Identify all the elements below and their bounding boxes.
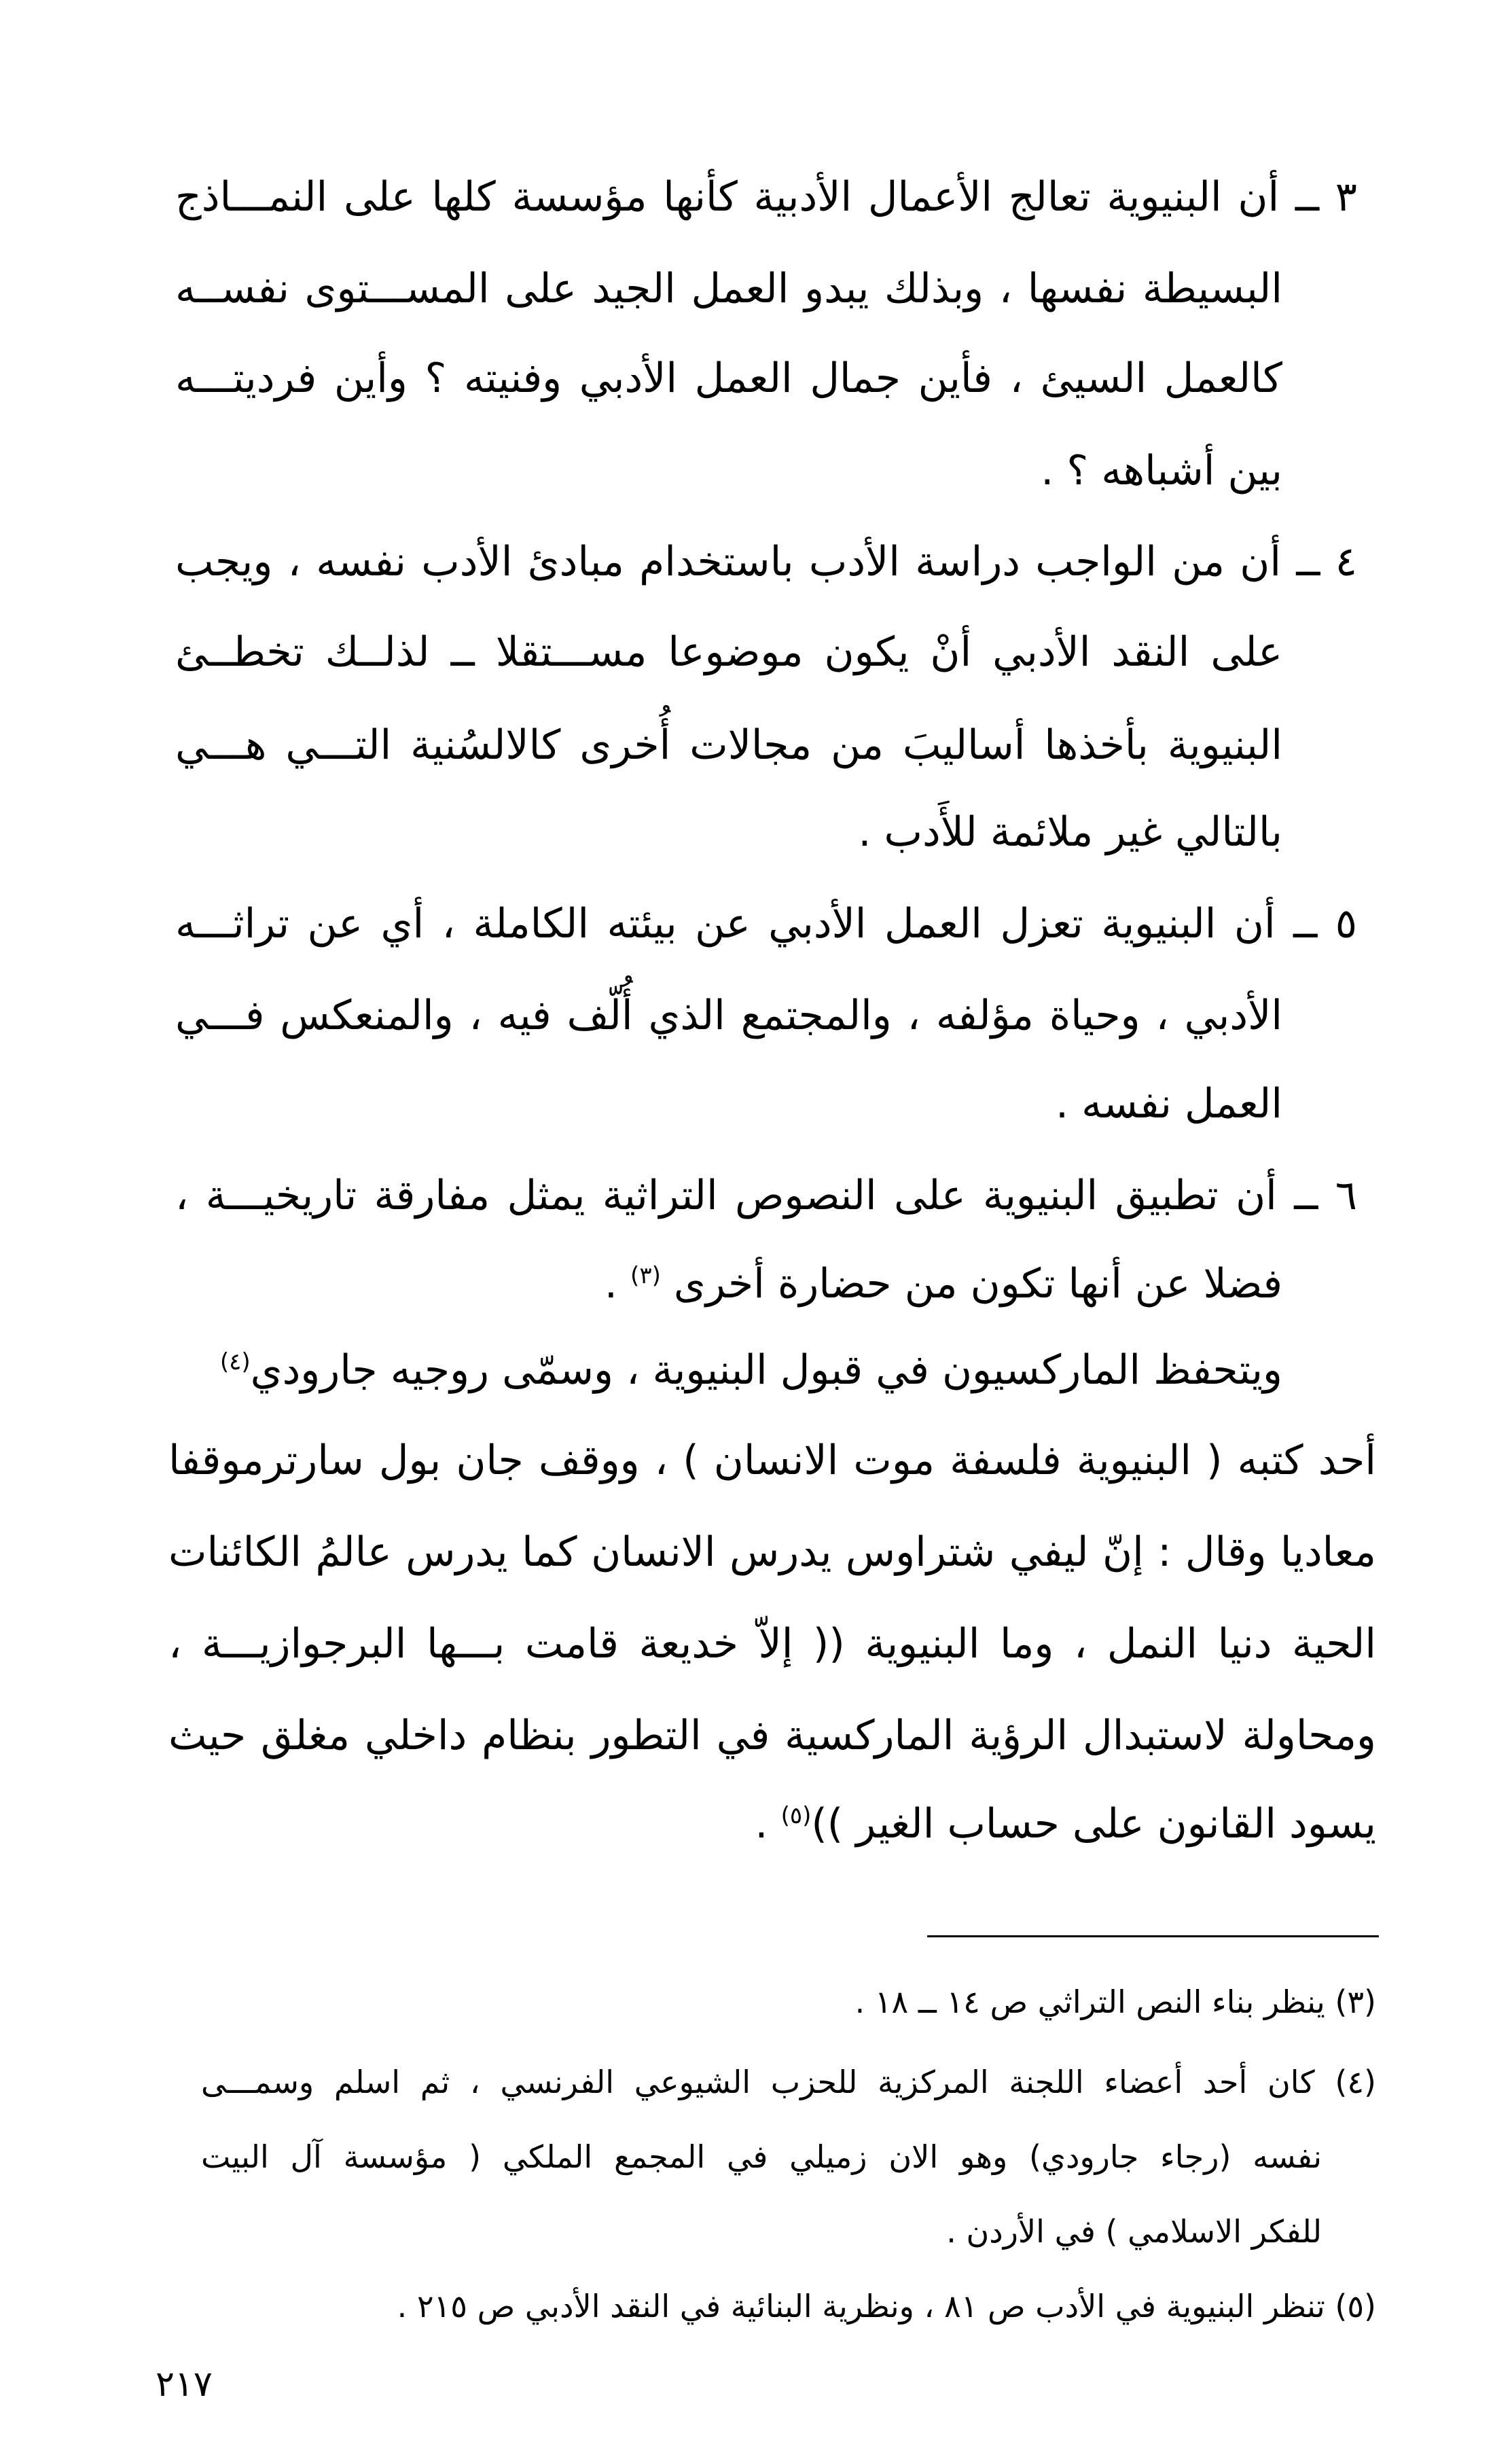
text-line: ٦ ــ أن تطبيق البنيوية على النصوص التراثية يمثل مفارقة تاريخيـــة ، <box>175 1172 1357 1219</box>
text-span: . <box>755 1800 768 1848</box>
text-span: . <box>604 1260 617 1308</box>
footnote-ref: (٤) <box>219 1348 251 1376</box>
text-line: كالعمل السيئ ، فأين جمال العمل الأدبي وفنيته ؟ وأين فرديتـــه <box>175 355 1282 402</box>
text-span: يسود القانون على حساب الغير )) <box>811 1800 1376 1848</box>
text-line: على النقد الأدبي أنْ يكون موضوعا مســـتقلا ــ لذلــك تخطــئ <box>175 628 1282 676</box>
footnote: للفكر الاسلامي ) في الأردن . <box>946 2213 1322 2250</box>
footnote-ref: (٣) <box>630 1262 661 1289</box>
text-line: ٤ ــ أن من الواجب دراسة الأدب باستخدام مبادئ الأدب نفسه ، ويجب <box>175 538 1357 586</box>
text-line: البنيوية بأخذها أساليبَ من مجالات أُخرى كالالسُنية التـــي هـــي <box>175 721 1282 769</box>
text-line <box>220 1340 1282 1401</box>
text-line <box>605 1253 1282 1314</box>
text-line <box>755 1793 1376 1854</box>
text-line: أحد كتبه ( البنيوية فلسفة موت الانسان ) ، ووقف جان بول سارترموقفا <box>168 1437 1376 1484</box>
text-line: ٥ ــ أن البنيوية تعزل العمل الأدبي عن بيئته الكاملة ، أي عن تراثـــه <box>175 900 1357 948</box>
footnote: نفسه (رجاء جارودي) وهو الان زميلي في المجمع الملكي ( مؤسسة آل البيت <box>201 2138 1322 2175</box>
text-line: ٣ ــ أن البنيوية تعالج الأعمال الأدبية كأنها مؤسسة كلها على النمـــاذج <box>175 173 1357 221</box>
text-line: البسيطة نفسها ، وبذلك يبدو العمل الجيد على المســـتوى نفســه <box>175 265 1282 312</box>
text-line: العمل نفسه . <box>1056 1080 1282 1128</box>
text-line: بالتالي غير ملائمة للأَدب . <box>858 808 1282 856</box>
text-span: فضلا عن أنها تكون من حضارة أخرى <box>673 1260 1282 1308</box>
footnote-ref: (٥) <box>780 1802 812 1829</box>
footnote-divider <box>927 1935 1379 1937</box>
text-line: الحية دنيا النمل ، وما البنيوية (( إلاّ خديعة قامت بـــها البرجوازيـــة ، <box>168 1620 1376 1668</box>
footnote: (٥) تنظر البنيوية في الأدب ص ٨١ ، ونظرية البنائية في النقد الأدبي ص ٢١٥ . <box>397 2288 1376 2325</box>
footnote: (٤) كان أحد أعضاء اللجنة المركزية للحزب الشيوعي الفرنسي ، ثم اسلم وسمـــى <box>201 2064 1376 2100</box>
page-number: ٢١٧ <box>156 2364 213 2405</box>
text-line: معاديا وقال : إنّ ليفي شتراوس يدرس الانسان كما يدرس عالمُ الكائنات <box>168 1528 1376 1576</box>
text-line: بين أشباهه ؟ . <box>1041 447 1282 495</box>
text-line: ومحاولة لاستبدال الرؤية الماركسية في التطور بنظام داخلي مغلق حيث <box>168 1712 1376 1759</box>
text-span: ويتحفظ الماركسيون في قبول البنيوية ، وسمّى روجيه جارودي <box>250 1346 1282 1394</box>
text-line: الأدبي ، وحياة مؤلفه ، والمجتمع الذي أُلّف فيه ، والمنعكس فـــي <box>175 992 1282 1039</box>
footnote: (٣) ينظر بناء النص التراثي ص ١٤ ــ ١٨ . <box>854 1984 1376 2020</box>
